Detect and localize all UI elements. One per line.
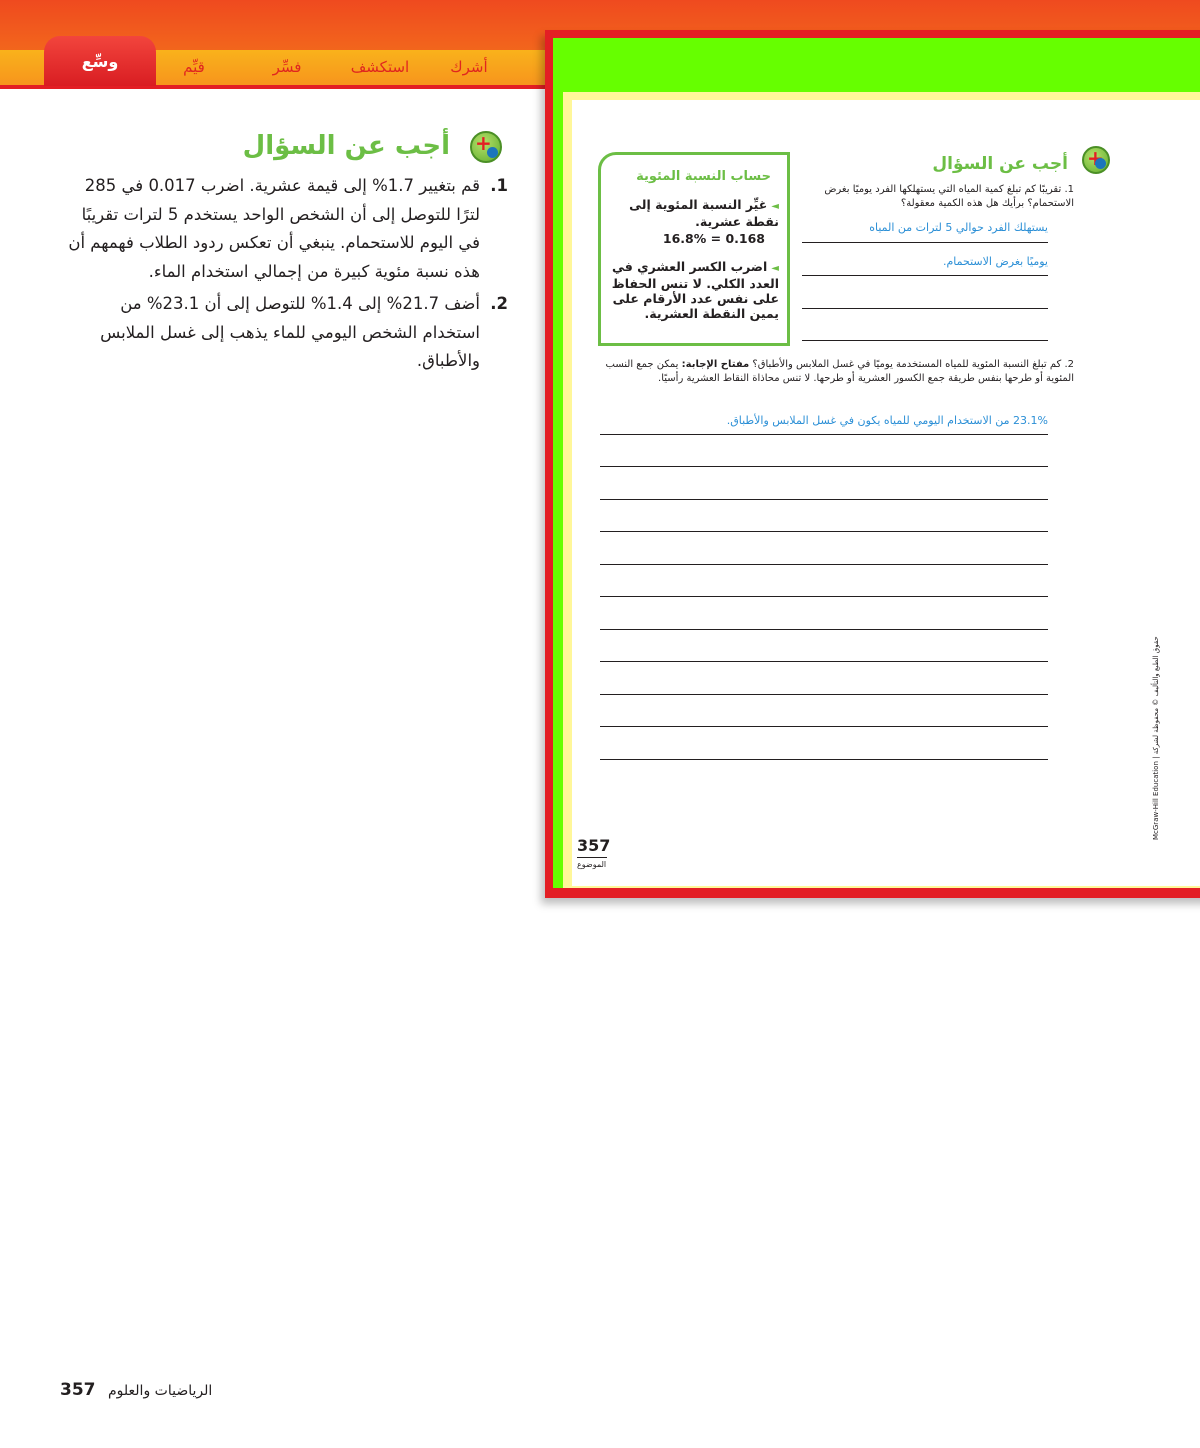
student-section-heading: أجب عن السؤال [932, 154, 1068, 174]
answer-list [60, 172, 508, 380]
tip-box [598, 152, 790, 346]
answer-text: قم بتغيير 1.7% إلى قيمة عشرية. اضرب 0.017 في 285 لترًا للتوصل إلى أن الشخص الواحد يستخدم 5 لترات تقريبًا في اليوم للاستحمام. ينبغي أن تعكس ردود الطلاب فهمهم أن هذه نسبة مئوية كبيرة من إجمالي استخدام الماء. [68, 176, 480, 281]
answer-line [600, 596, 1048, 597]
answer-item [60, 172, 508, 286]
tab-explore[interactable]: استكشف [350, 58, 410, 76]
question-2-text: 2. كم تبلغ النسبة المئوية للمياه المستخدمة يوميًا في غسل الملابس والأطباق؟ [752, 359, 1074, 370]
tip-step-text: غيِّر النسبة المئوية إلى نقطة عشرية. [629, 197, 779, 229]
answer-line [802, 308, 1048, 309]
section-heading: أجب عن السؤال [242, 131, 450, 161]
answer-line [600, 629, 1048, 630]
arrow-left-icon: ◄ [771, 263, 779, 274]
answer-line [600, 499, 1048, 500]
answer-key-text: يمكن جمع النسب المئوية أو طرحها بنفس طريقة جمع الكسور العشرية أو طرحها. لا تنس محاذاة النقاط العشرية رأسيًا. [605, 359, 1074, 384]
student-answer-1-line-2: يوميًا بغرض الاستحمام. [942, 255, 1048, 268]
tab-engage[interactable]: أشرك [450, 58, 488, 76]
tab-extend[interactable]: وسِّع [44, 36, 156, 86]
student-answer-1-line-1: يستهلك الفرد حوالي 5 لترات من المياه [869, 221, 1048, 234]
answer-line [802, 340, 1048, 341]
tip-step-1 [611, 197, 779, 229]
answer-line [802, 242, 1048, 243]
tip-title: حساب النسبة المئوية [636, 169, 771, 184]
tip-equation: 16.8% = 0.168 [662, 231, 765, 246]
tab-evaluate[interactable]: قيِّم [183, 58, 205, 76]
page-number-underline [577, 857, 607, 858]
answer-item [60, 290, 508, 376]
answer-line [600, 531, 1048, 532]
student-question-2 [600, 358, 1074, 386]
answer-key-label: مفتاح الإجابة: [681, 359, 750, 370]
math-badge-icon [1082, 146, 1110, 174]
answer-number: 1. [490, 176, 508, 195]
copyright-notice: McGraw-Hill Education | حقوق الطبع والتأليف © محفوظة لشركة [1152, 636, 1160, 840]
arrow-left-icon: ◄ [771, 201, 779, 212]
answer-line [600, 726, 1048, 727]
answer-number: 2. [490, 294, 508, 313]
answer-text: أضف 21.7% إلى 1.4% للتوصل إلى أن 23.1% من استخدام الشخص اليومي للماء يذهب إلى غسل الملابس والأطباق. [100, 294, 480, 370]
answer-line [600, 434, 1048, 435]
tip-step-2 [611, 259, 779, 321]
answer-line [802, 275, 1048, 276]
student-answer-2: 23.1% من الاستخدام اليومي للمياه يكون في غسل الملابس والأطباق. [726, 414, 1048, 427]
math-badge-icon [470, 131, 502, 163]
answer-line [600, 466, 1048, 467]
tip-step-text: اضرب الكسر العشري في العدد الكلي. لا تنس الحفاظ على نفس عدد الأرقام على يمين النقطة العشرية. [611, 259, 779, 321]
answer-line [600, 564, 1048, 565]
student-page-number: 357 [577, 836, 611, 855]
tab-explain[interactable]: فسِّر [272, 58, 302, 76]
footer-page-number: 357 [60, 1380, 96, 1400]
student-question-1: 1. تقريبًا كم تبلغ كمية المياه التي يستهلكها الفرد يوميًا بغرض الاستحمام؟ برأيك هل هذه الكمية معقولة؟ [824, 184, 1074, 209]
answer-line [600, 694, 1048, 695]
answer-line [600, 661, 1048, 662]
student-page-topic: الموضوع [577, 860, 607, 869]
answer-line [600, 759, 1048, 760]
footer-subject: الرياضيات والعلوم [108, 1383, 213, 1399]
